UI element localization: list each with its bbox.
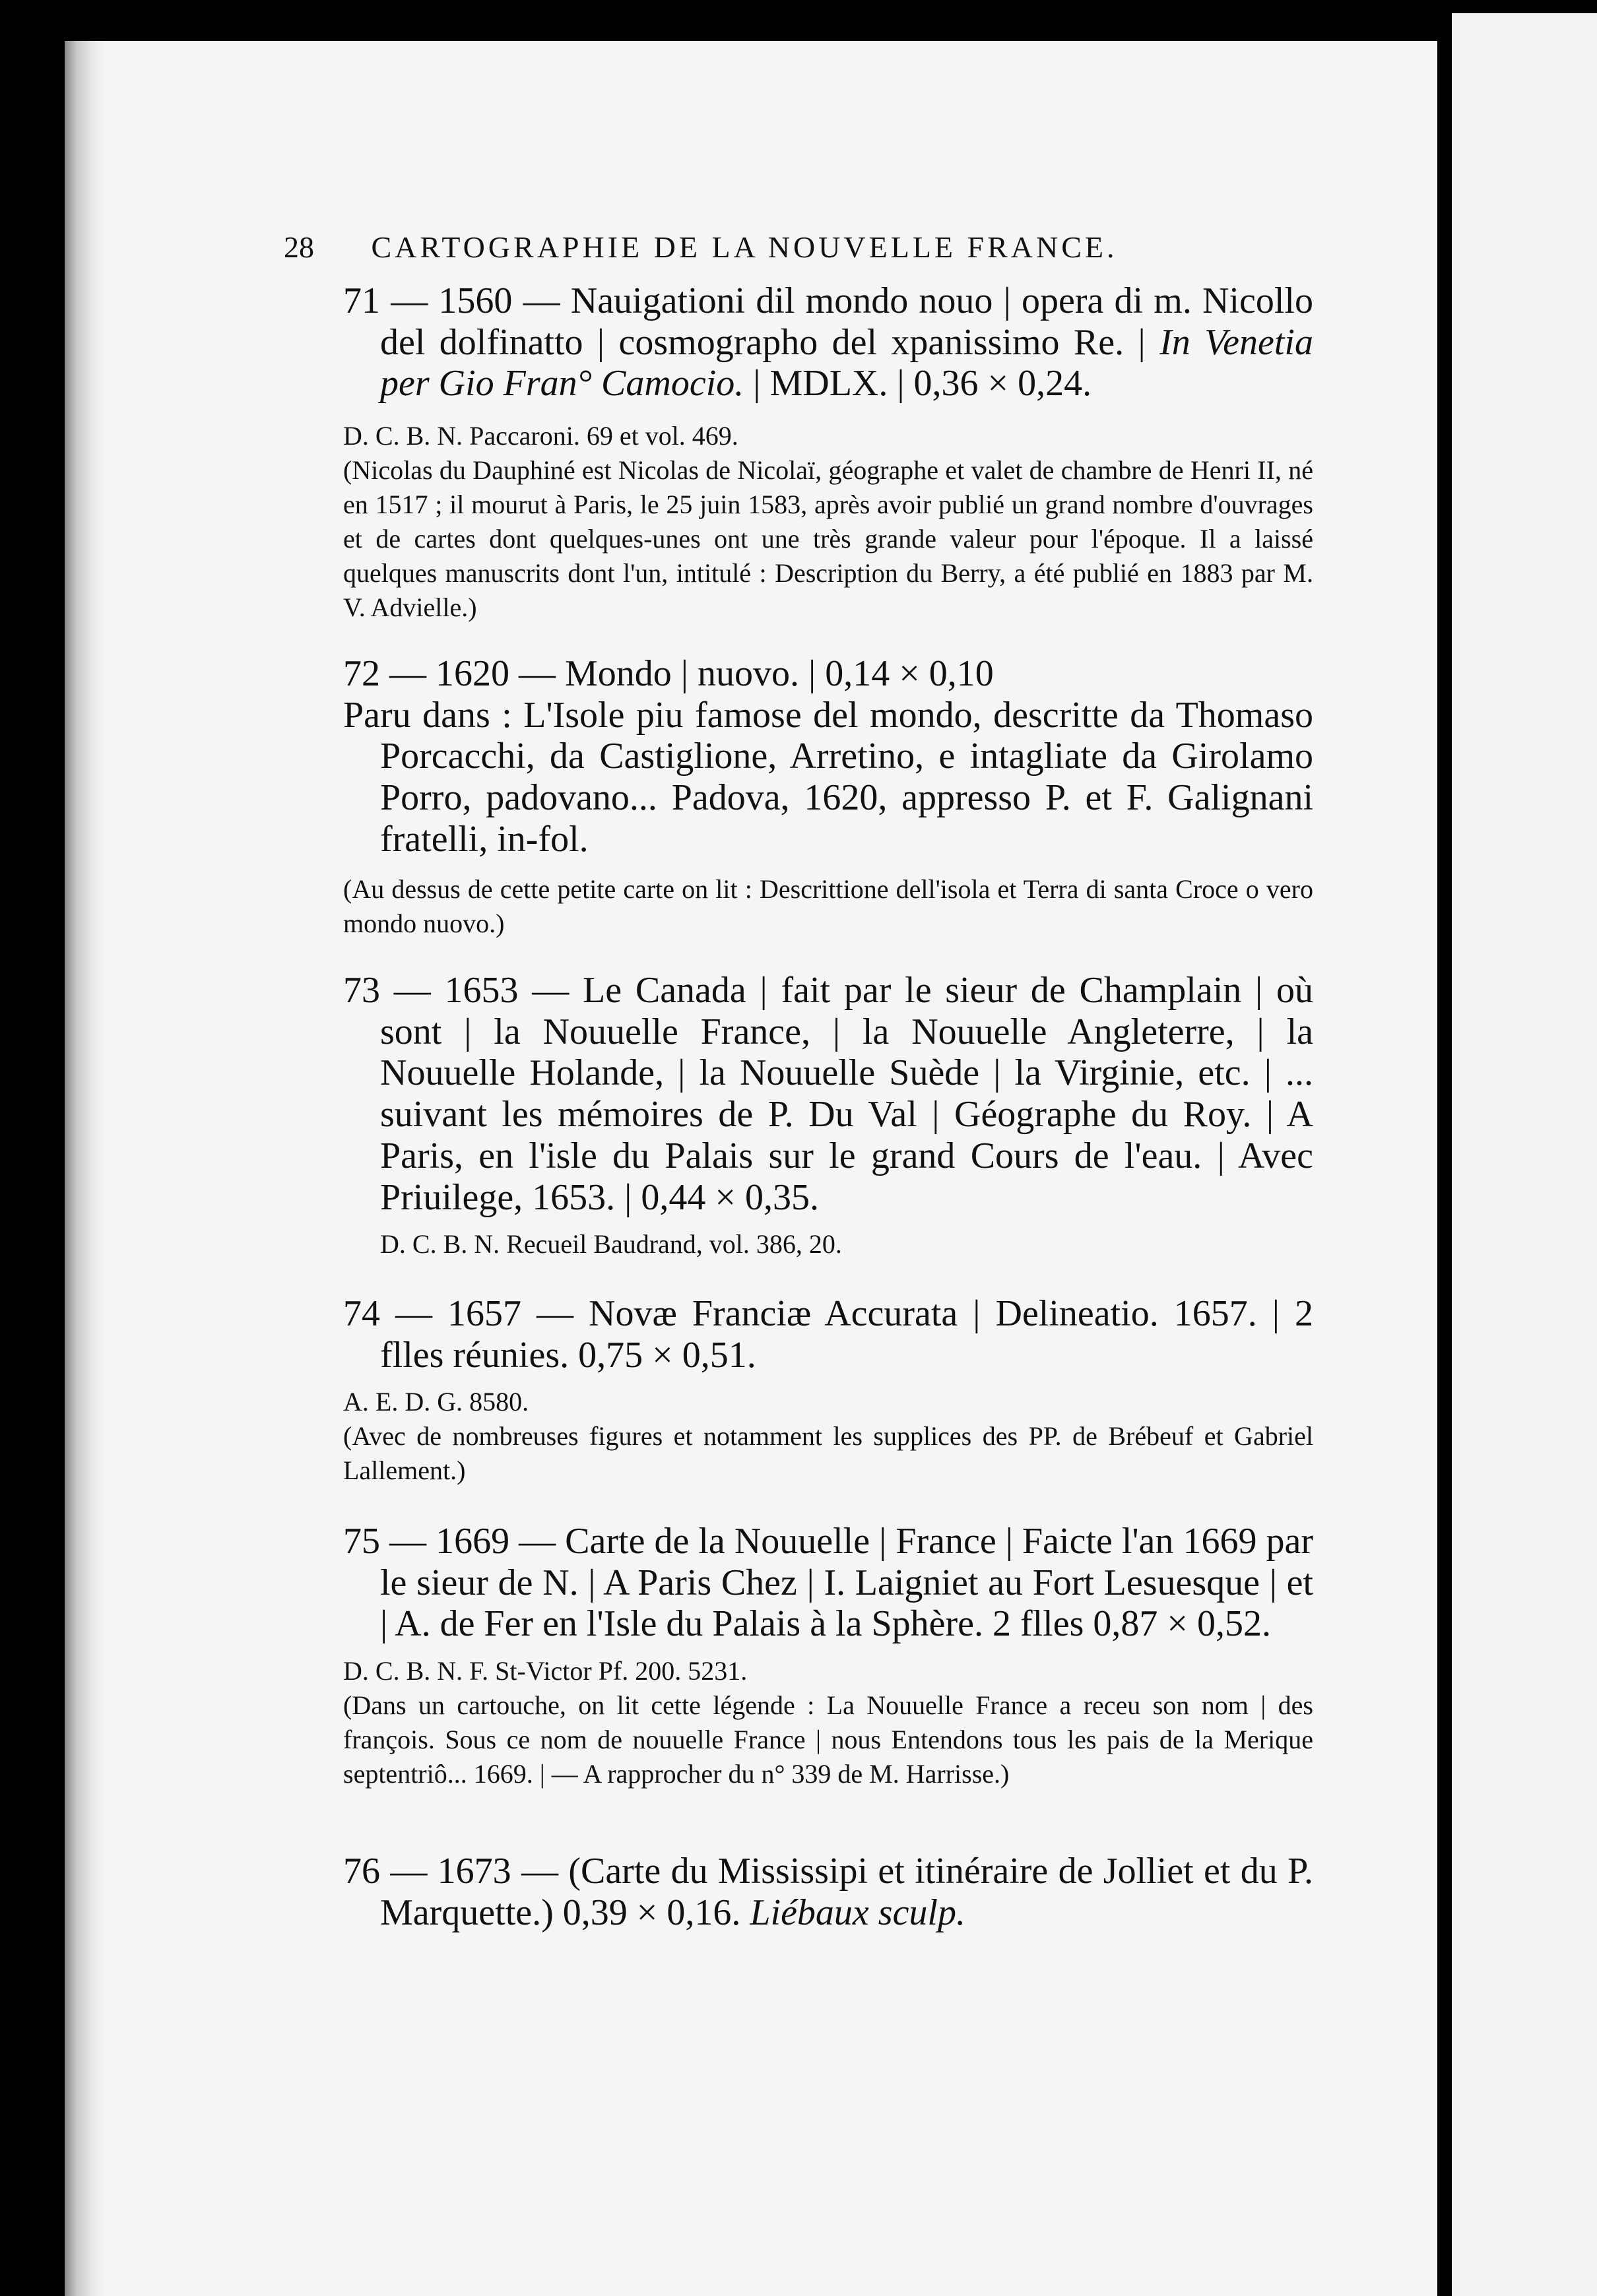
entry-74-source: A. E. D. G. 8580. [343,1387,529,1417]
page-gutter [65,41,104,2296]
entry-71-note: (Nicolas du Dauphiné est Nicolas de Nicolaï, géographe et valet de chambre de Henri II, né en 1517 ; il mourut à Paris, le 25 juin 1583, après avoir publié un grand nombre d'ouvrages et de cartes dont quelques-unes ont une très grande valeur pour l'époque. Il a laissé quelques manuscrits dont l'un, intitulé : Description du Berry, a été publié en 1883 par M. V. Advielle.) [343,455,1313,623]
entry-74-note: (Avec de nombreuses figures et notamment les supplices des PP. de Brébeuf et Gabriel Lallement.) [343,1421,1313,1486]
entry-71-imprint: In Venetia per Gio Fran° Camocio. [380,321,1313,404]
entry-75-source: D. C. B. N. F. St-Victor Pf. 200. 5231. [343,1656,748,1686]
entry-75-text: 75 — 1669 — Carte de la Nouuelle | France | Faicte l'an 1669 par le sieur de N. | A Paris Chez | I. Laigniet au Fort Lesuesque | et | A. de Fer en l'Isle du Palais à la Sphère. 2 flles 0,87 × 0,52. [343,1521,1313,1645]
entry-71-source: D. C. B. N. Paccaroni. 69 et vol. 469. [343,421,738,451]
entry-71-text: 71 — 1560 — Nauigationi dil mondo nouo | opera di m. Nicollo del dolfinatto | cosmographo del xpanissimo Re. | [343,280,1313,363]
page-number: 28 [284,230,314,264]
entry-71-dimensions: | MDLX. | 0,36 × 0,24. [753,363,1092,404]
entry-73-text: 73 — 1653 — Le Canada | fait par le sieur de Champlain | où sont | la Nouuelle France, | la Nouuelle Angleterre, | la Nouuelle Holande, | la Nouuelle Suède | la Virginie, etc. | ... suivant les mémoires de P. Du Val | Géographe du Roy. | A Paris, en l'isle du Palais sur le grand Cours de l'eau. | Avec Priuilege, 1653. | 0,44 × 0,35. [343,970,1313,1218]
entry-76 [343,1851,1313,1933]
entry-73-source: D. C. B. N. Recueil Baudrand, vol. 386, 20. [380,1229,842,1260]
entry-74 [343,1293,1313,1488]
running-header [284,230,1241,265]
entry-74-text: 74 — 1657 — Novæ Franciæ Accurata | Delineatio. 1657. | 2 flles réunies. 0,75 × 0,51. [343,1293,1313,1376]
entry-76-text: 76 — 1673 — (Carte du Mississipi et itinéraire de Jolliet et du P. Marquette.) 0,39 × 0,16. [343,1851,1313,1933]
running-title: CARTOGRAPHIE DE LA NOUVELLE FRANCE. [371,230,1118,264]
entry-72 [343,653,1313,941]
entry-76-engraver: Liébaux sculp. [750,1892,965,1933]
entry-72-published-in: Paru dans : L'Isole piu famose del mondo, descritte da Thomaso Porcacchi, da Castiglione, Arretino, e intagliate da Girolamo Porro, padovano... Padova, 1620, appresso P. et F. Galignani fratelli, in-fol. [343,694,1313,860]
entry-71 [343,280,1313,625]
facing-page-edge [1452,13,1597,2296]
entry-73 [343,970,1313,1261]
entry-72-note: (Au dessus de cette petite carte on lit : Descrittione dell'isola et Terra di santa Croce o vero mondo nuovo.) [343,874,1313,938]
entry-75-note: (Dans un cartouche, on lit cette légende : La Nouuelle France a receu son nom | des françois. Sous ce nom de nouuelle France | nous Entendons tous les pais de la Merique septentriô... 1669. | — A rapprocher du n° 339 de M. Harrisse.) [343,1690,1313,1789]
entry-72-text: 72 — 1620 — Mondo | nuovo. | 0,14 × 0,10 [343,653,994,694]
entry-75 [343,1521,1313,1791]
